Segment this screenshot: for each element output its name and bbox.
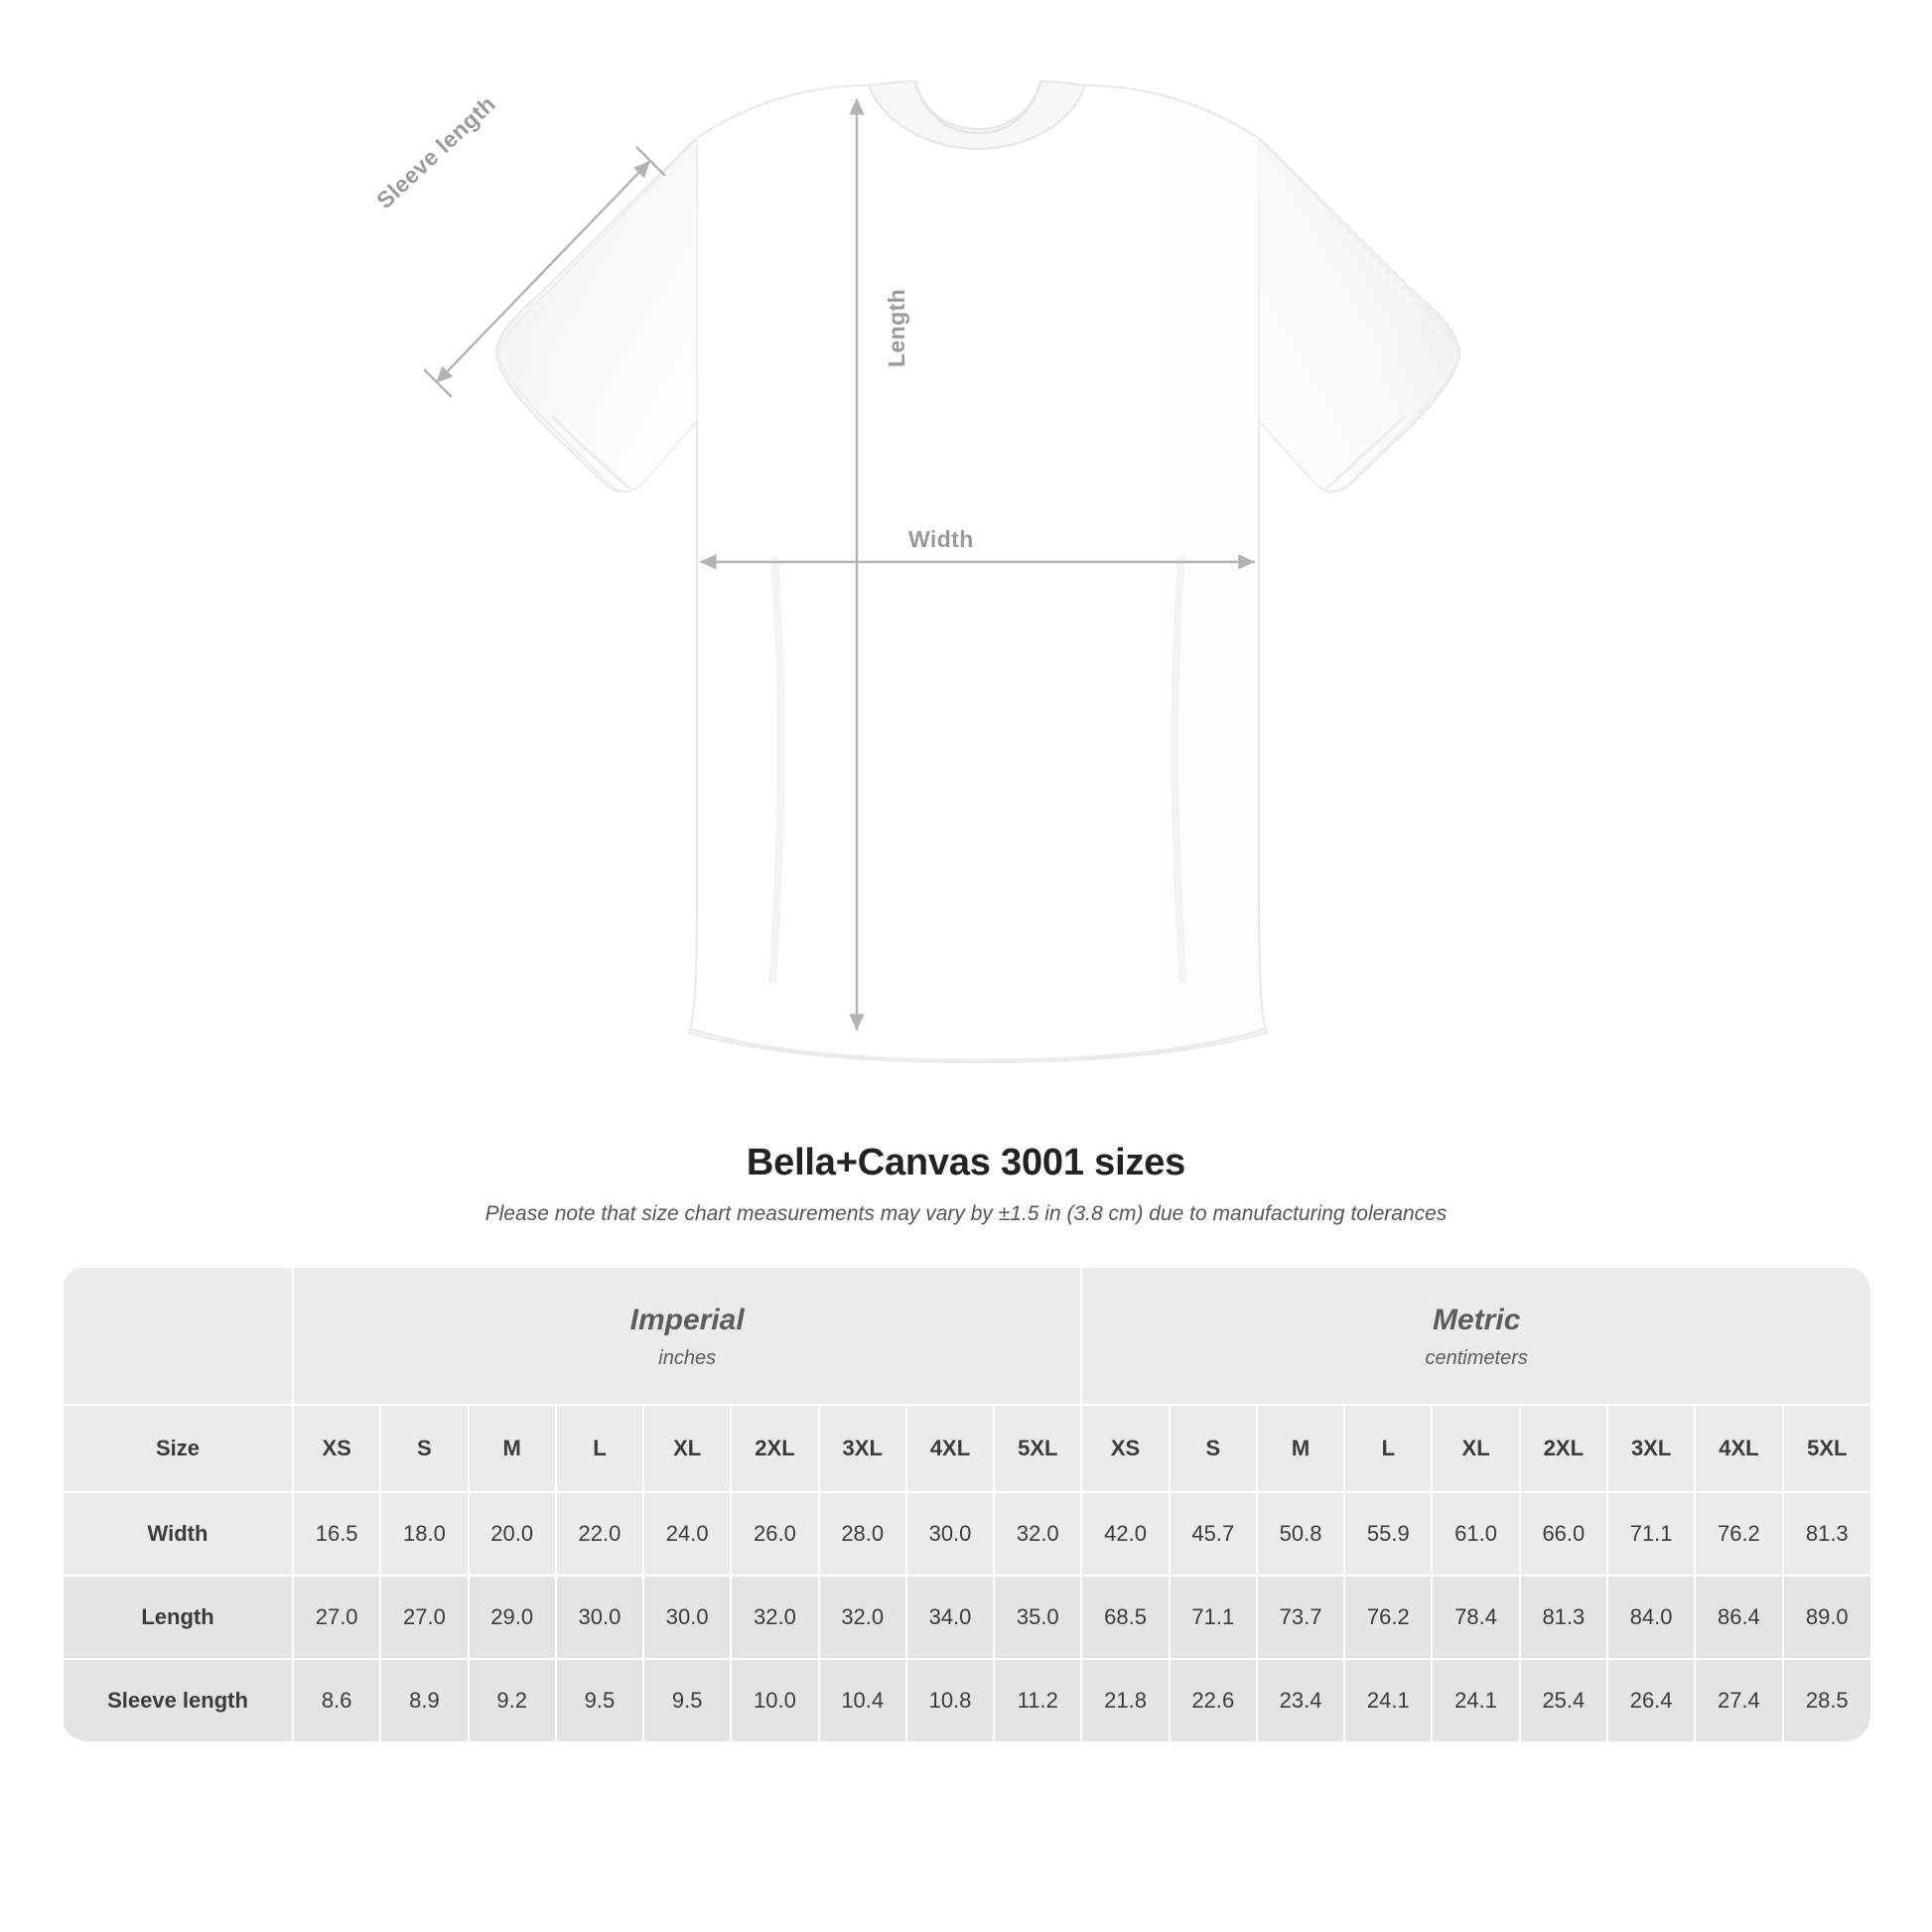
- table-cell: 81.3: [1520, 1576, 1607, 1659]
- unit-name-imperial: Imperial: [629, 1304, 745, 1336]
- table-cell: 89.0: [1783, 1576, 1870, 1659]
- table-cell: 68.5: [1081, 1576, 1169, 1659]
- column-header: 4XL: [1695, 1405, 1782, 1492]
- table-cell: 66.0: [1520, 1492, 1607, 1576]
- table-cell: 10.8: [906, 1659, 994, 1741]
- column-header: 3XL: [819, 1405, 906, 1492]
- column-header: XL: [1432, 1405, 1519, 1492]
- column-header: 2XL: [731, 1405, 818, 1492]
- table-row: [63, 1492, 1870, 1576]
- tolerance-note: Please note that size chart measurements may vary by ±1.5 in (3.8 cm) due to manufacturing tolerances: [484, 1202, 1448, 1225]
- table-cell: 42.0: [1081, 1492, 1169, 1576]
- table-row: [63, 1659, 1870, 1741]
- column-header: M: [469, 1405, 556, 1492]
- table-cell: 22.0: [556, 1492, 643, 1576]
- unit-name-metric: Metric: [1433, 1304, 1521, 1336]
- table-cell: 71.1: [1607, 1492, 1695, 1576]
- table-cell: 32.0: [731, 1576, 818, 1659]
- page-title: Bella+Canvas 3001 sizes: [746, 1142, 1186, 1183]
- row-label: Width: [63, 1492, 293, 1576]
- column-header: XS: [293, 1405, 380, 1492]
- unit-header-imperial: [293, 1267, 1081, 1405]
- table-cell: 35.0: [994, 1576, 1081, 1659]
- column-header: L: [1344, 1405, 1432, 1492]
- column-header: 5XL: [1783, 1405, 1870, 1492]
- table-cell: 27.0: [380, 1576, 468, 1659]
- table-cell: 25.4: [1520, 1659, 1607, 1741]
- length-label: Length: [884, 288, 909, 367]
- table-cell: 11.2: [994, 1659, 1081, 1741]
- table-cell: 27.0: [293, 1576, 380, 1659]
- table-cell: 76.2: [1695, 1492, 1782, 1576]
- unit-sub-imperial: inches: [658, 1347, 717, 1369]
- table-cell: 50.8: [1257, 1492, 1344, 1576]
- unit-sub-metric: centimeters: [1425, 1347, 1528, 1369]
- table-cell: 28.0: [819, 1492, 906, 1576]
- table-cell: 84.0: [1607, 1576, 1695, 1659]
- table-cell: 71.1: [1170, 1576, 1257, 1659]
- column-header: XS: [1081, 1405, 1169, 1492]
- table-cell: 28.5: [1783, 1659, 1870, 1741]
- table-cell: 32.0: [819, 1576, 906, 1659]
- table-cell: 20.0: [469, 1492, 556, 1576]
- row-label: Sleeve length: [63, 1659, 293, 1741]
- table-cell: 86.4: [1695, 1576, 1782, 1659]
- table-cell: 78.4: [1432, 1576, 1519, 1659]
- unit-header-row: [63, 1267, 1870, 1405]
- table-cell: 23.4: [1257, 1659, 1344, 1741]
- table-header-row: [63, 1405, 1870, 1492]
- table-cell: 29.0: [469, 1576, 556, 1659]
- size-chart-table: [62, 1266, 1870, 1741]
- column-header: L: [556, 1405, 643, 1492]
- column-header-size: Size: [63, 1405, 293, 1492]
- row-label: Length: [63, 1576, 293, 1659]
- table-cell: 30.0: [643, 1576, 731, 1659]
- column-header: 4XL: [906, 1405, 994, 1492]
- table-cell: 18.0: [380, 1492, 468, 1576]
- table-cell: 24.1: [1432, 1659, 1519, 1741]
- table-cell: 8.9: [380, 1659, 468, 1741]
- table-cell: 61.0: [1432, 1492, 1519, 1576]
- table-cell: 73.7: [1257, 1576, 1344, 1659]
- table-cell: 10.4: [819, 1659, 906, 1741]
- table-cell: 22.6: [1170, 1659, 1257, 1741]
- column-header: S: [1170, 1405, 1257, 1492]
- table-cell: 26.0: [731, 1492, 818, 1576]
- table-cell: 81.3: [1783, 1492, 1870, 1576]
- width-label: Width: [908, 526, 974, 552]
- column-header: 3XL: [1607, 1405, 1695, 1492]
- table-cell: 8.6: [293, 1659, 380, 1741]
- size-chart-table-wrapper: [62, 1266, 1870, 1741]
- table-cell: 45.7: [1170, 1492, 1257, 1576]
- sleeve-length-label: Sleeve length: [371, 90, 500, 214]
- table-row: [63, 1576, 1870, 1659]
- table-cell: 76.2: [1344, 1576, 1432, 1659]
- column-header: XL: [643, 1405, 731, 1492]
- column-header: S: [380, 1405, 468, 1492]
- table-cell: 24.0: [643, 1492, 731, 1576]
- title-block: [0, 1142, 1932, 1226]
- table-cell: 9.5: [556, 1659, 643, 1741]
- column-header: M: [1257, 1405, 1344, 1492]
- column-header: 5XL: [994, 1405, 1081, 1492]
- table-cell: 9.2: [469, 1659, 556, 1741]
- table-cell: 55.9: [1344, 1492, 1432, 1576]
- table-cell: 10.0: [731, 1659, 818, 1741]
- table-cell: 26.4: [1607, 1659, 1695, 1741]
- table-cell: 9.5: [643, 1659, 731, 1741]
- table-cell: 34.0: [906, 1576, 994, 1659]
- table-cell: 27.4: [1695, 1659, 1782, 1741]
- table-cell: 30.0: [906, 1492, 994, 1576]
- table-cell: 32.0: [994, 1492, 1081, 1576]
- column-header: 2XL: [1520, 1405, 1607, 1492]
- unit-header-spacer: [63, 1267, 293, 1405]
- table-cell: 24.1: [1344, 1659, 1432, 1741]
- table-cell: 30.0: [556, 1576, 643, 1659]
- table-cell: 21.8: [1081, 1659, 1169, 1741]
- unit-header-metric: [1081, 1267, 1870, 1405]
- table-cell: 16.5: [293, 1492, 380, 1576]
